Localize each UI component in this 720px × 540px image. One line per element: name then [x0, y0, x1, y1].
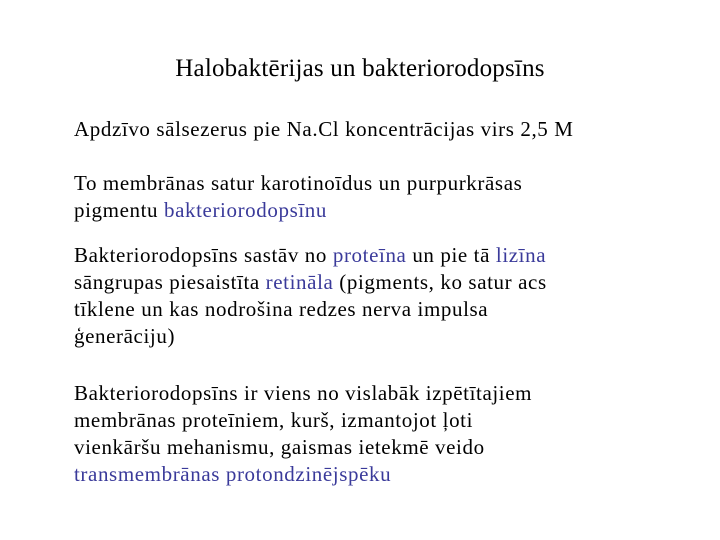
composition-l2-a: sāngrupas piesaistīta: [74, 270, 266, 294]
mechanism-l3: vienkāršu mehanismu, gaismas ietekmē veido: [74, 435, 485, 459]
composition-l4: ģenerāciju): [74, 324, 176, 348]
composition-l1-b: un pie tā: [406, 243, 496, 267]
term-bakteriorodopsinu: bakteriorodopsīnu: [163, 198, 327, 222]
term-lizina: lizīna: [495, 243, 547, 267]
composition-l2-b: (pigments, ko satur acs: [333, 270, 547, 294]
term-protondzinejspeku: transmembrānas protondzinējspēku: [74, 462, 392, 486]
paragraph-composition: [74, 242, 664, 350]
slide-title: Halobaktērijas un bakteriorodopsīns: [175, 55, 545, 82]
habitat-text: Apdzīvo sālsezerus pie Na.Cl koncentrācijas virs 2,5 M: [74, 117, 574, 141]
mechanism-l1: Bakteriorodopsīns ir viens no vislabāk izpētītajiem: [74, 381, 533, 405]
mechanism-l2: membrānas proteīniem, kurš, izmantojot ļoti: [74, 408, 474, 432]
paragraph-habitat: [74, 116, 664, 143]
paragraph-membrane: [74, 170, 664, 224]
composition-l3: tīklene un kas nodrošina redzes nerva impulsa: [74, 297, 489, 321]
term-retinala: retināla: [265, 270, 334, 294]
composition-l1-a: Bakteriorodopsīns sastāv no: [74, 243, 333, 267]
term-proteina: proteīna: [332, 243, 407, 267]
membrane-line-2-prefix: pigmentu: [74, 198, 164, 222]
paragraph-mechanism: [74, 380, 664, 488]
membrane-line-1: To membrānas satur karotinoīdus un purpurkrāsas: [74, 171, 523, 195]
